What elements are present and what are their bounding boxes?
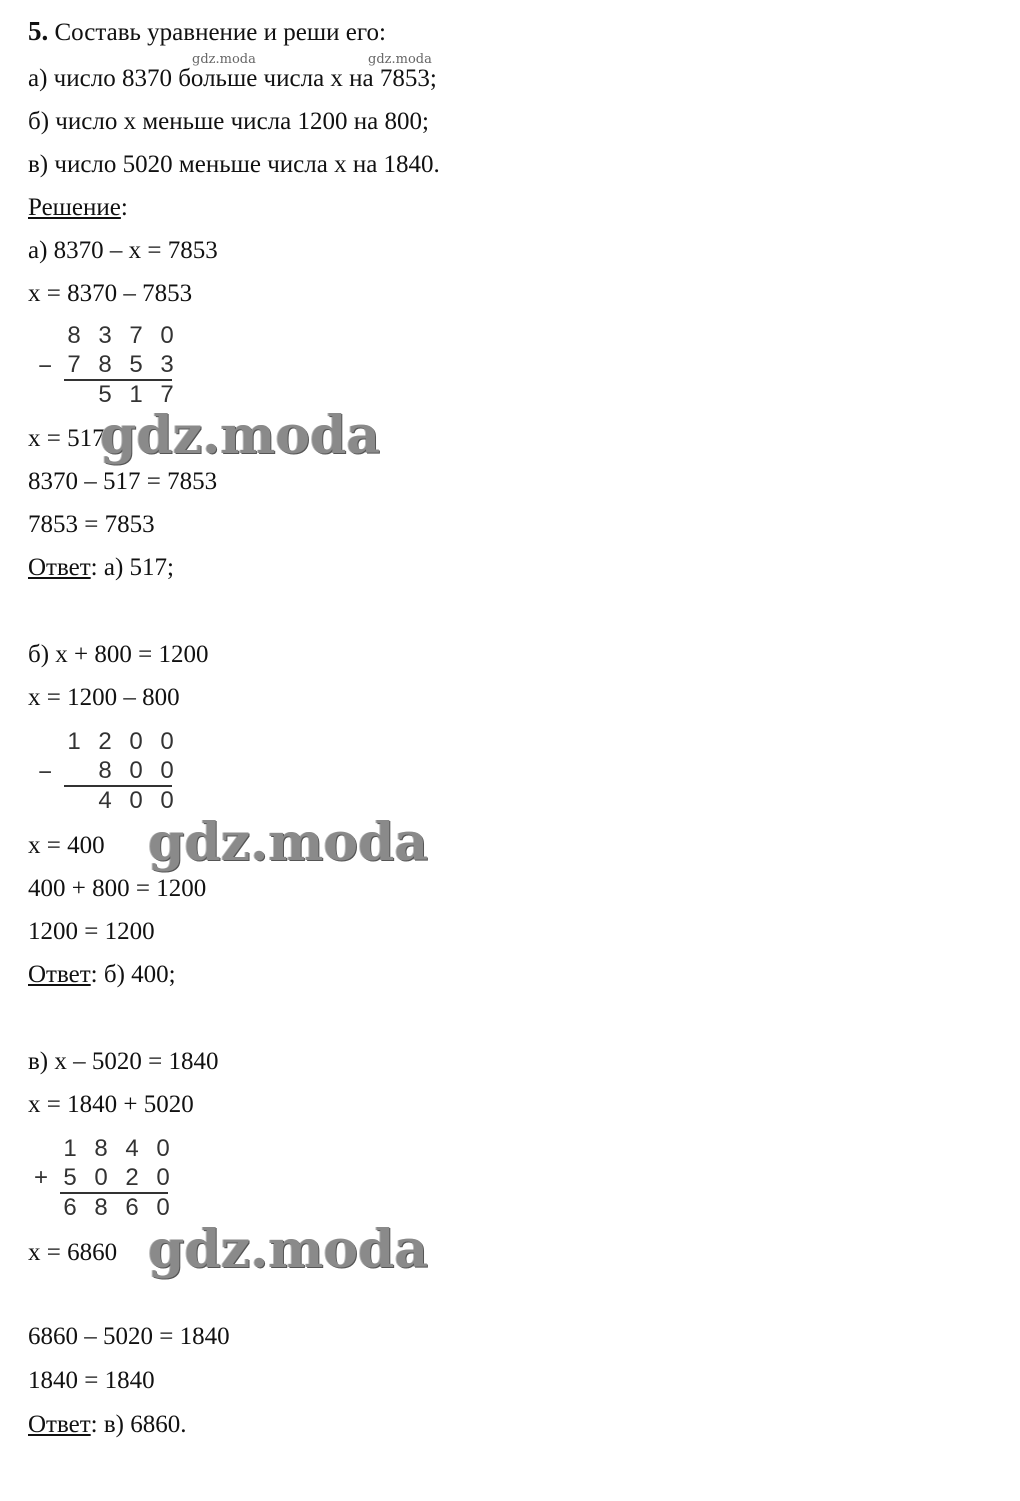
part-a-step: х = 8370 – 7853 bbox=[28, 280, 193, 307]
digit: 6 bbox=[125, 1194, 139, 1221]
part-c-column-calc bbox=[30, 1135, 170, 1225]
part-b-answer bbox=[28, 960, 176, 990]
digit: 3 bbox=[160, 351, 174, 378]
watermark-large: gdz.moda bbox=[100, 405, 381, 466]
answer-value: : в) 6860. bbox=[90, 1411, 187, 1438]
digit: 0 bbox=[156, 1194, 170, 1221]
digit: 8 bbox=[94, 1135, 108, 1162]
digit: 1 bbox=[129, 381, 143, 408]
digit: 4 bbox=[98, 787, 112, 814]
answer-value: : а) 517; bbox=[90, 554, 174, 581]
column-operator: − bbox=[37, 759, 52, 786]
digit: 0 bbox=[160, 728, 174, 755]
column-divider bbox=[64, 785, 172, 787]
part-a-column-calc bbox=[34, 322, 174, 412]
part-c-result: х = 6860 bbox=[28, 1239, 118, 1266]
part-a-answer bbox=[28, 553, 174, 583]
part-c-answer bbox=[28, 1410, 187, 1440]
digit: 7 bbox=[160, 381, 174, 408]
digit: 1 bbox=[67, 728, 81, 755]
column-operator: − bbox=[37, 353, 52, 380]
part-a-equation: а) 8370 – х = 7853 bbox=[28, 237, 218, 264]
part-b-step: х = 1200 – 800 bbox=[28, 684, 180, 711]
digit: 7 bbox=[67, 351, 81, 378]
digit: 5 bbox=[63, 1164, 77, 1191]
part-b-result: х = 400 bbox=[28, 832, 105, 859]
digit: 0 bbox=[156, 1135, 170, 1162]
digit: 5 bbox=[98, 381, 112, 408]
answer-value: : б) 400; bbox=[90, 961, 176, 988]
part-a-check-2: 7853 = 7853 bbox=[28, 511, 155, 538]
task-title: Составь уравнение и реши его: bbox=[54, 19, 386, 46]
part-b-equation: б) х + 800 = 1200 bbox=[28, 641, 209, 668]
digit: 2 bbox=[98, 728, 112, 755]
column-operator: + bbox=[33, 1164, 48, 1191]
digit: 4 bbox=[125, 1135, 139, 1162]
part-b-check-2: 1200 = 1200 bbox=[28, 918, 155, 945]
watermark-large: gdz.moda bbox=[148, 812, 429, 873]
digit: 0 bbox=[129, 757, 143, 784]
task-number: 5. bbox=[28, 16, 49, 46]
digit: 2 bbox=[125, 1164, 139, 1191]
part-a-result: х = 517 bbox=[28, 425, 105, 452]
part-b-check: 400 + 800 = 1200 bbox=[28, 875, 207, 902]
digit: 7 bbox=[129, 322, 143, 349]
digit: 0 bbox=[160, 757, 174, 784]
digit: 0 bbox=[129, 728, 143, 755]
part-a-check: 8370 – 517 = 7853 bbox=[28, 468, 218, 495]
digit: 0 bbox=[160, 322, 174, 349]
answer-label: Ответ bbox=[28, 1411, 91, 1438]
answer-label: Ответ bbox=[28, 961, 91, 988]
task-item-c: в) число 5020 меньше числа х на 1840. bbox=[28, 151, 440, 178]
digit: 0 bbox=[94, 1164, 108, 1191]
digit: 8 bbox=[94, 1194, 108, 1221]
solution-heading: Решение: bbox=[28, 194, 128, 221]
part-b-column-calc bbox=[34, 728, 174, 818]
part-c-step: х = 1840 + 5020 bbox=[28, 1091, 194, 1118]
task-item-b: б) число х меньше числа 1200 на 800; bbox=[28, 108, 429, 135]
digit: 0 bbox=[129, 787, 143, 814]
answer-label: Ответ bbox=[28, 554, 91, 581]
digit: 1 bbox=[63, 1135, 77, 1162]
column-divider bbox=[64, 379, 172, 381]
digit: 0 bbox=[160, 787, 174, 814]
watermark-small: gdz.moda bbox=[192, 52, 256, 67]
digit: 8 bbox=[98, 757, 112, 784]
digit: 8 bbox=[98, 351, 112, 378]
task-header bbox=[28, 16, 386, 48]
digit: 5 bbox=[129, 351, 143, 378]
solution-label: Решение bbox=[28, 194, 121, 221]
digit: 8 bbox=[67, 322, 81, 349]
digit: 6 bbox=[63, 1194, 77, 1221]
part-c-check-2: 1840 = 1840 bbox=[28, 1367, 155, 1394]
part-c-check: 6860 – 5020 = 1840 bbox=[28, 1323, 230, 1350]
watermark-large: gdz.moda bbox=[148, 1219, 429, 1280]
part-c-equation: в) х – 5020 = 1840 bbox=[28, 1048, 219, 1075]
watermark-small: gdz.moda bbox=[368, 52, 432, 67]
digit: 3 bbox=[98, 322, 112, 349]
task-item-a: а) число 8370 больше числа х на 7853; bbox=[28, 65, 437, 92]
digit: 0 bbox=[156, 1164, 170, 1191]
